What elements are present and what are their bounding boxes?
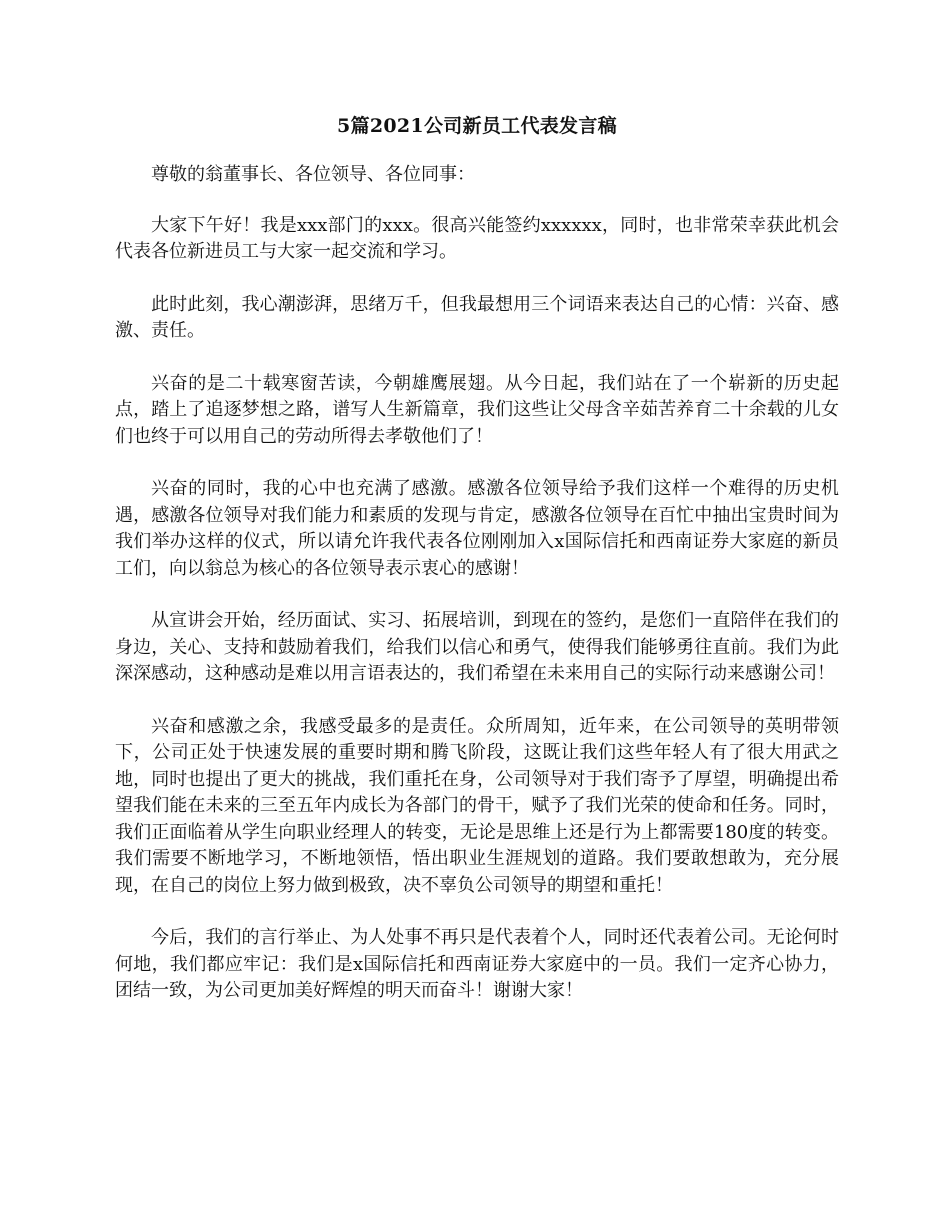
document-title: 5篇2021公司新员工代表发言稿 [337, 115, 617, 137]
paragraph-excitement: 兴奋的是二十载寒窗苦读，今朝雄鹰展翅。从今日起，我们站在了一个崭新的历史起点，踏上了追逐梦想之路，谱写人生新篇章，我们这些让父母含辛茹苦养育二十余载的儿女们也终于可以用自己的劳动所得去孝敬他们了！ [115, 372, 839, 447]
paragraph-responsibility: 兴奋和感激之余，我感受最多的是责任。众所周知，近年来，在公司领导的英明带领下，公司正处于快速发展的重要时期和腾飞阶段，这既让我们这些年轻人有了很大用武之地，同时也提出了更大的挑战，我们重托在身，公司领导对于我们寄予了厚望，明确提出希望我们能在未来的三至五年内成长为各部门的骨干，赋予了我们光荣的使命和任务。同时，我们正面临着从学生向职业经理人的转变，无论是思维上还是行为上都需要180度的转变。我们需要不断地学习，不断地领悟，悟出职业生涯规划的道路。我们要敢想敢为，充分展现，在自己的岗位上努力做到极致，决不辜负公司领导的期望和重托！ [115, 715, 839, 896]
paragraph-support: 从宣讲会开始，经历面试、实习、拓展培训，到现在的签约，是您们一直陪伴在我们的身边，关心、支持和鼓励着我们，给我们以信心和勇气，使得我们能够勇往直前。我们为此深深感动，这种感动是难以用言语表达的，我们希望在未来用自己的实际行动来感谢公司！ [115, 610, 839, 684]
paragraph-feelings: 此时此刻，我心潮澎湃，思绪万千，但我最想用三个词语来表达自己的心情：兴奋、感激、责任。 [115, 293, 839, 341]
paragraph-greeting: 大家下午好！我是xxx部门的xxx。很高兴能签约xxxxxx，同时，也非常荣幸获此机会代表各位新进员工与大家一起交流和学习。 [115, 214, 839, 262]
paragraph-closing: 今后，我们的言行举止、为人处事不再只是代表着个人，同时还代表着公司。无论何时何地，我们都应牢记：我们是x国际信托和西南证券大家庭中的一员。我们一定齐心协力，团结一致，为公司更加美好辉煌的明天而奋斗！谢谢大家！ [115, 927, 839, 1001]
salutation: 尊敬的翁董事长、各位领导、各位同事： [151, 164, 475, 185]
paragraph-gratitude: 兴奋的同时，我的心中也充满了感激。感激各位领导给予我们这样一个难得的历史机遇，感激各位领导对我们能力和素质的发现与肯定，感激各位领导在百忙中抽出宝贵时间为我们举办这样的仪式，所以请允许我代表各位刚刚加入x国际信托和西南证券大家庭的新员工们，向以翁总为核心的各位领导表示衷心的感谢！ [115, 478, 839, 579]
document-page [115, 112, 839, 1031]
